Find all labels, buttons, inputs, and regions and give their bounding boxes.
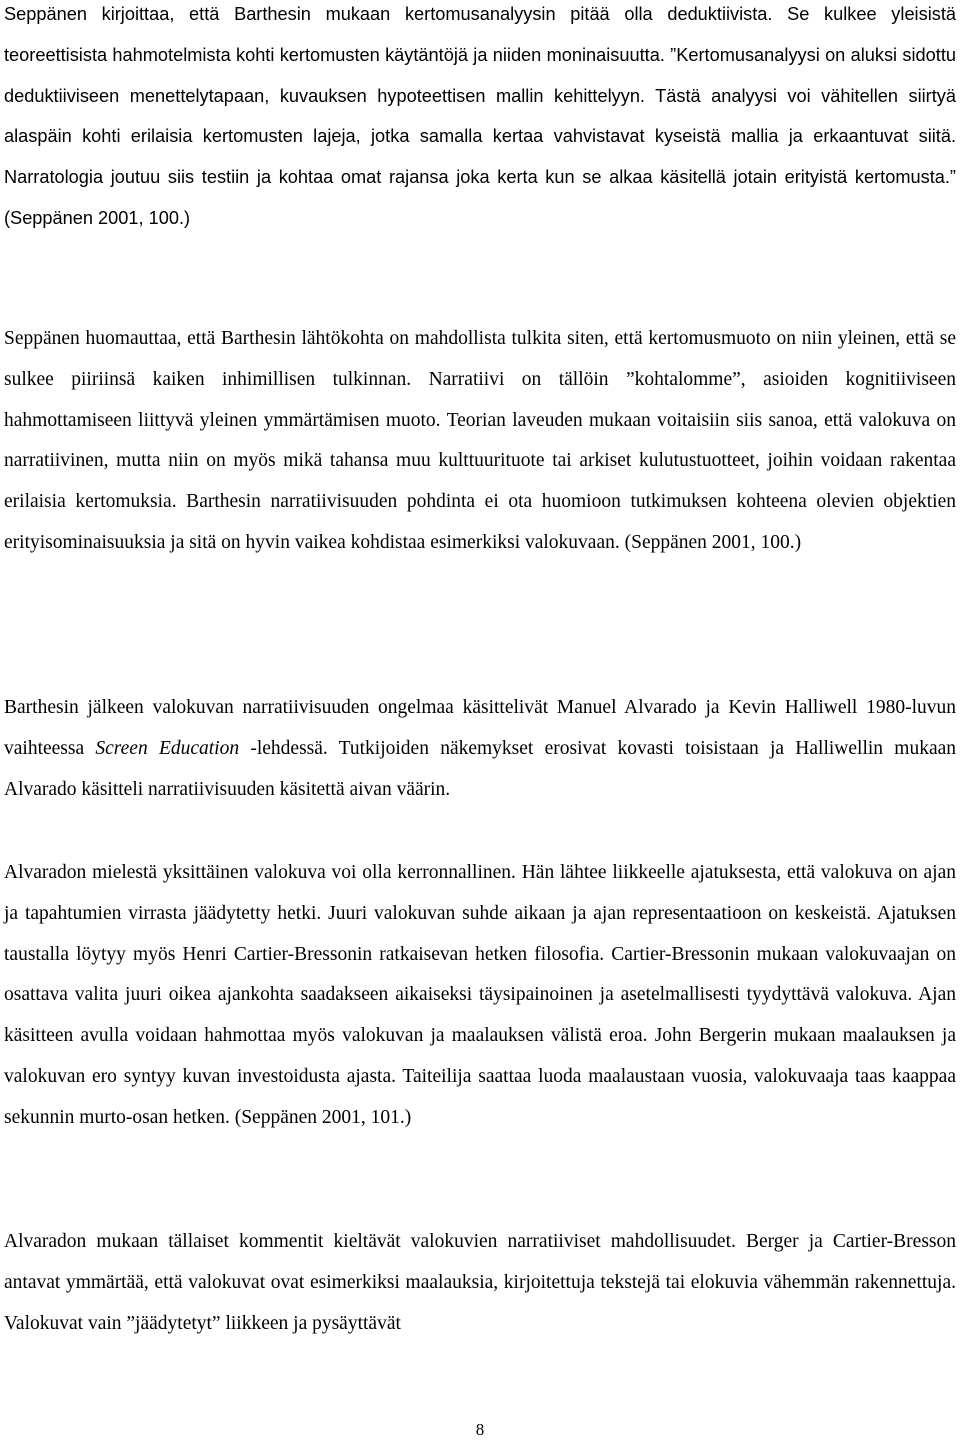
paragraph-alvarado-halliwell	[4, 688, 956, 810]
paragraph-seppanen-narrative-form: Seppänen huomauttaa, että Barthesin lähtökohta on mahdollista tulkita siten, että kertomusmuoto on niin yleinen, että se sulkee piiriinsä kaiken inhimillisen tulkinnan. Narratiivi on tällöin ”kohtalomme”, asioiden kognitiiviseen hahmottamiseen liittyvä yleinen ymmärtämisen muoto. Teorian laveuden mukaan voitaisiin siis sanoa, että valokuva on narratiivinen, mutta niin on myös mikä tahansa muu kulttuurituote tai arkiset kulutustuotteet, joihin voidaan rakentaa erilaisia kertomuksia. Barthesin narratiivisuuden pohdinta ei ota huomioon tutkimuksen kohteena olevien objektien erityisominaisuuksia ja sitä on hyvin vaikea kohdistaa esimerkiksi valokuvaan. (Seppänen 2001, 100.)	[4, 328, 956, 553]
paragraph-text: -lehdessä. Tutkijoiden näkemykset erosivat kovasti toisistaan ja Halliwellin mukaan Alvarado käsitteli narratiivisuuden käsitettä aivan väärin.	[4, 737, 957, 800]
paragraph-alvarado-comments: Alvaradon mukaan tällaiset kommentit kieltävät valokuvien narratiiviset mahdollisuudet. Berger ja Cartier-Bresson antavat ymmärtää, että valokuvat ovat esimerkiksi maalauksia, kirjoitettuja tekstejä tai elokuvia vähemmän rakennettuja. Valokuvat vain ”jäädytetyt” liikkeen ja pysäyttävät	[4, 1231, 956, 1334]
page-number: 8	[475, 1420, 485, 1439]
paragraph-barthes-deductive	[4, 0, 956, 239]
journal-title: Screen Education	[95, 737, 240, 759]
paragraph-alvarado-photograph-time: Alvaradon mielestä yksittäinen valokuva voi olla kerronnallinen. Hän lähtee liikkeelle ajatuksesta, että valokuva on ajan ja tapahtumien virrasta jäädytetty hetki. Juuri valokuvan suhde aikaan ja ajan representaatioon on keskeistä. Ajatuksen taustalla löytyy myös Henri Cartier-Bressonin ratkaisevan hetken filosofia. Cartier-Bressonin mukaan valokuvaajan on osattava valita juuri oikea ajankohta saadakseen aikaiseksi täysipainoinen ja asetelmallisesti tyydyttävä valokuva. Ajan käsitteen avulla voidaan hahmottaa myös valokuvan ja maalauksen välistä eroa. John Bergerin mukaan maalauksen ja valokuvan ero syntyy kuvan investoidusta ajasta. Taiteilija saattaa luoda maalaustaan vuosia, valokuvaaja taas kaappaa sekunnin murto-osan hetken. (Seppänen 2001, 101.)	[4, 862, 956, 1128]
paragraph-text: Barthesin jälkeen valokuvan narratiivisuuden ongelmaa käsittelivät Manuel Alvarado ja Kevin Halliwell 1980-luvun vaihteessa	[4, 697, 956, 759]
paragraph-text: Seppänen kirjoittaa, että Barthesin mukaan kertomusanalyysin pitää olla deduktiivista. Se kulkee yleisistä teoreettisista hahmotelmista kohti kertomusten käytäntöjä ja niiden moninaisuutta. ”Kertomusanalyysi on aluksi sidottu deduktiiviseen menettelytapaan, kuvauksen hypoteettisen mallin kehittelyyn. Tästä analyysi voi vähitellen siirtyä alaspäin kohti erilaisia kertomusten lajeja, jotka samalla kertaa vahvistavat kyseistä mallia ja erkaantuvat siitä. Narratologia joutuu siis testiin ja kohtaa omat rajansa joka kerta kun se alkaa käsitellä jotain erityistä kertomusta.” (Seppänen 2001, 100.)	[4, 4, 956, 228]
